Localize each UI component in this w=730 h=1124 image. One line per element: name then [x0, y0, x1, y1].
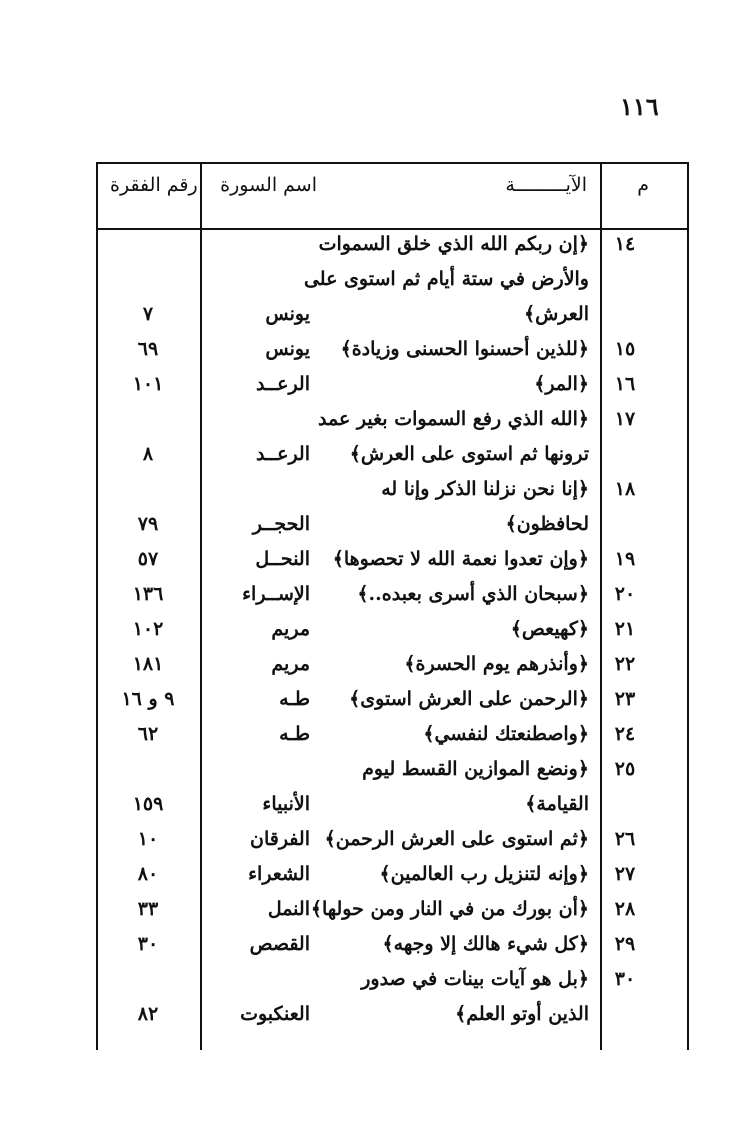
surah-name: يونس	[265, 303, 310, 325]
table-row	[96, 476, 685, 511]
row-number: ٢٢	[614, 653, 636, 675]
surah-name: مريم	[271, 653, 310, 675]
paragraph-number: ١٨١	[132, 653, 164, 675]
verse-text: ترونها ثم استوى على العرش﴾	[349, 443, 589, 465]
table-row	[96, 546, 685, 581]
surah-name: الشعراء	[248, 863, 310, 885]
verse-text: ﴿واصطنعتك لنفسي﴾	[423, 723, 589, 745]
table-row	[96, 861, 685, 896]
verse-text: العرش﴾	[523, 303, 589, 325]
surah-name: الإســراء	[242, 583, 310, 605]
surah-name: مريم	[271, 618, 310, 640]
header-number: م	[637, 174, 649, 196]
table-row	[96, 511, 685, 546]
verse-text: ﴿سبحان الذي أسرى بعبده..﴾	[357, 583, 589, 605]
surah-name: الحجــر	[252, 513, 310, 535]
paragraph-number: ٥٧	[137, 548, 159, 570]
verse-text: ﴿أن بورك من في النار ومن حولها﴾	[310, 898, 589, 920]
verse-text: ﴿بل هو آيات بينات في صدور	[361, 968, 589, 990]
paragraph-number: ٦٩	[137, 338, 159, 360]
table-row	[96, 966, 685, 1001]
verse-text: ﴿إنا نحن نزلنا الذكر وإنا له	[381, 478, 589, 500]
surah-name: القصص	[249, 933, 310, 955]
paragraph-number: ٦٢	[137, 723, 159, 745]
row-number: ٢٨	[614, 898, 636, 920]
table-row	[96, 336, 685, 371]
row-number: ١٥	[614, 338, 636, 360]
verse-text: ﴿كل شيء هالك إلا وجهه﴾	[382, 933, 589, 955]
surah-name: الرعــد	[256, 443, 310, 465]
paragraph-number: ٨	[142, 443, 154, 465]
surah-name: النحــل	[255, 548, 310, 570]
row-number: ١٧	[614, 408, 636, 430]
paragraph-number: ٨٠	[137, 863, 159, 885]
verse-text: ﴿وأنذرهم يوم الحسرة﴾	[404, 653, 589, 675]
table-row	[96, 931, 685, 966]
table-row	[96, 266, 685, 301]
verse-text: ﴿الرحمن على العرش استوى﴾	[349, 688, 589, 710]
paragraph-number: ١٠١	[132, 373, 164, 395]
surah-name: طـه	[279, 723, 310, 745]
surah-name: النمل	[267, 898, 310, 920]
table-row	[96, 441, 685, 476]
paragraph-number: ١٣٦	[132, 583, 164, 605]
verse-text: ﴿ثم استوى على العرش الرحمن﴾	[324, 828, 589, 850]
surah-name: طـه	[279, 688, 310, 710]
paragraph-number: ٨٢	[137, 1003, 159, 1025]
row-number: ٢٠	[614, 583, 636, 605]
paragraph-number: ١٠٢	[132, 618, 164, 640]
row-number: ٣٠	[614, 968, 636, 990]
paragraph-number: ١٥٩	[132, 793, 164, 815]
table-row	[96, 651, 685, 686]
page-number: ١١٦	[620, 92, 659, 121]
paragraph-number: ٧	[142, 303, 154, 325]
row-number: ١٨	[614, 478, 636, 500]
table-row	[96, 406, 685, 441]
paragraph-number: ٣٣	[137, 898, 159, 920]
surah-name: يونس	[265, 338, 310, 360]
verse-text: ﴿الله الذي رفع السموات بغير عمد	[318, 408, 589, 430]
table-row	[96, 826, 685, 861]
table-row	[96, 756, 685, 791]
paragraph-number: ٩ و ١٦	[121, 688, 175, 710]
verse-text: ﴿وإنه لتنزيل رب العالمين﴾	[379, 863, 589, 885]
header-surah: اسم السورة	[220, 174, 317, 196]
row-number: ٢٤	[614, 723, 636, 745]
table-row	[96, 301, 685, 336]
verse-text: الذين أوتو العلم﴾	[455, 1003, 589, 1025]
row-number: ٢٩	[614, 933, 636, 955]
verse-text: ﴿المر﴾	[534, 373, 589, 395]
table-row	[96, 616, 685, 651]
row-number: ٢٦	[614, 828, 636, 850]
table-row	[96, 1001, 685, 1036]
surah-name: العنكبوت	[240, 1003, 310, 1025]
row-number: ١٩	[614, 548, 636, 570]
paragraph-number: ٣٠	[137, 933, 159, 955]
table-row	[96, 896, 685, 931]
verse-text: ﴿ونضع الموازين القسط ليوم	[362, 758, 589, 780]
table-row	[96, 791, 685, 826]
verse-text: القيامة﴾	[525, 793, 589, 815]
header-divider	[98, 228, 687, 230]
verse-text: ﴿إن ربكم الله الذي خلق السموات	[318, 233, 589, 255]
table-row	[96, 721, 685, 756]
row-number: ٢١	[614, 618, 636, 640]
table-row	[96, 686, 685, 721]
surah-name: الأنبياء	[262, 793, 310, 815]
row-number: ٢٥	[614, 758, 636, 780]
row-number: ٢٧	[614, 863, 636, 885]
verse-text: ﴿كهيعص﴾	[510, 618, 589, 640]
table-row	[96, 371, 685, 406]
paragraph-number: ٧٩	[137, 513, 159, 535]
verse-text: والأرض في ستة أيام ثم استوى على	[303, 268, 589, 290]
verse-text: لحافظون﴾	[505, 513, 589, 535]
paragraph-number: ١٠	[137, 828, 159, 850]
header-verse: الآيـــــــــة	[505, 174, 587, 196]
surah-name: الفرقان	[250, 828, 310, 850]
verse-text: ﴿للذين أحسنوا الحسنى وزيادة﴾	[340, 338, 589, 360]
row-number: ١٤	[614, 233, 636, 255]
table-row	[96, 231, 685, 266]
verse-text: ﴿وإن تعدوا نعمة الله لا تحصوها﴾	[332, 548, 589, 570]
row-number: ٢٣	[614, 688, 636, 710]
table-body	[96, 231, 685, 1036]
surah-name: الرعــد	[256, 373, 310, 395]
table-row	[96, 581, 685, 616]
header-paragraph: رقم الفقرة	[110, 174, 198, 196]
row-number: ١٦	[614, 373, 636, 395]
